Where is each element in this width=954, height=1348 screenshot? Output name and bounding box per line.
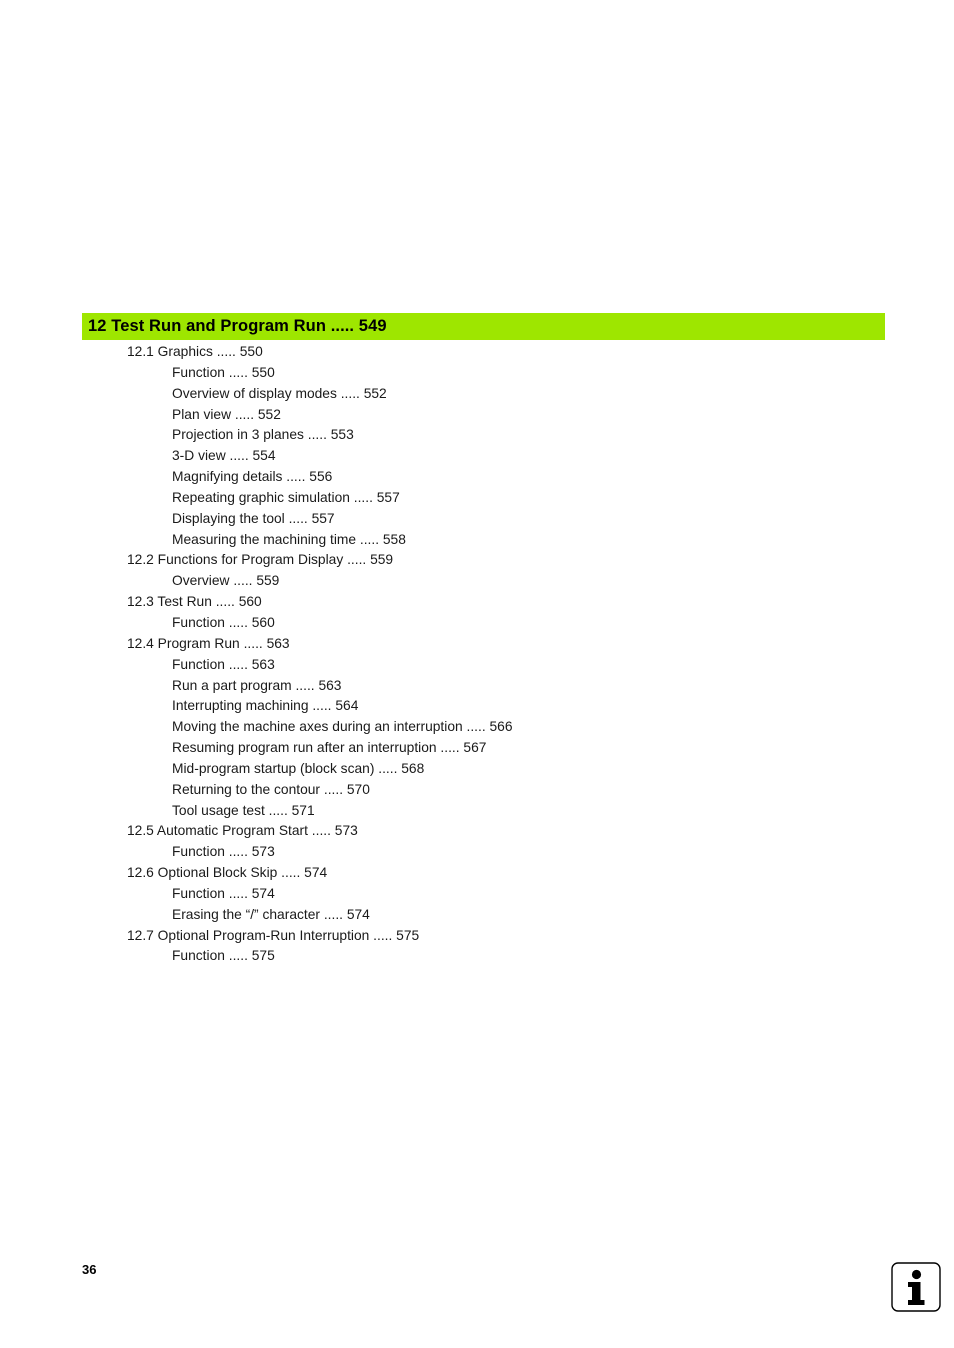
toc-subsection-entry[interactable]: Displaying the tool ..... 557 (172, 510, 335, 526)
toc-section-entry[interactable]: 12.7 Optional Program-Run Interruption ..... 575 (127, 927, 420, 943)
toc-subsection-entry[interactable]: Plan view ..... 552 (172, 406, 281, 422)
toc-subsection-entry[interactable]: Overview ..... 559 (172, 573, 280, 589)
toc-subsection-entry[interactable]: Overview of display modes ..... 552 (172, 385, 387, 401)
page-number: 36 (82, 1262, 97, 1277)
toc-subsection-entry[interactable]: Run a part program ..... 563 (172, 677, 342, 693)
toc-subsection-entry[interactable]: Resuming program run after an interruption ..... 567 (172, 740, 487, 756)
toc-subsection-entry[interactable]: Interrupting machining ..... 564 (172, 698, 359, 714)
toc-subsection-entry[interactable]: 3-D view ..... 554 (172, 448, 276, 464)
chapter-title[interactable]: 12 Test Run and Program Run ..... 549 (88, 317, 387, 335)
toc-subsection-entry[interactable]: Measuring the machining time ..... 558 (172, 531, 406, 547)
table-of-contents (0, 342, 513, 967)
toc-subsection-entry[interactable]: Projection in 3 planes ..... 553 (172, 427, 354, 443)
toc-section-entry[interactable]: 12.6 Optional Block Skip ..... 574 (127, 865, 328, 881)
toc-section-entry[interactable]: 12.4 Program Run ..... 563 (127, 635, 290, 651)
toc-subsection-entry[interactable]: Function ..... 563 (172, 656, 275, 672)
info-icon-graphic (891, 1262, 941, 1312)
chapter-heading-bar (82, 313, 885, 340)
toc-subsection-entry[interactable]: Function ..... 573 (172, 844, 275, 860)
toc-subsection-entry[interactable]: Function ..... 575 (172, 948, 275, 964)
toc-subsection-entry[interactable]: Erasing the “/” character ..... 574 (172, 906, 370, 922)
toc-subsection-entry[interactable]: Mid-program startup (block scan) ..... 568 (172, 760, 425, 776)
toc-subsection-entry[interactable]: Function ..... 550 (172, 364, 275, 380)
toc-subsection-entry[interactable]: Tool usage test ..... 571 (172, 802, 315, 818)
toc-section-entry[interactable]: 12.5 Automatic Program Start ..... 573 (127, 823, 358, 839)
info-icon (891, 1262, 941, 1312)
toc-subsection-entry[interactable]: Function ..... 560 (172, 614, 275, 630)
toc-section-entry[interactable]: 12.1 Graphics ..... 550 (127, 344, 263, 359)
toc-subsection-entry[interactable]: Magnifying details ..... 556 (172, 469, 333, 485)
toc-subsection-entry[interactable]: Moving the machine axes during an interruption ..... 566 (172, 719, 513, 735)
toc-subsection-entry[interactable]: Repeating graphic simulation ..... 557 (172, 489, 400, 505)
toc-section-entry[interactable]: 12.2 Functions for Program Display ..... 559 (127, 552, 394, 568)
toc-subsection-entry[interactable]: Returning to the contour ..... 570 (172, 781, 370, 797)
toc-subsection-entry[interactable]: Function ..... 574 (172, 885, 275, 901)
toc-section-entry[interactable]: 12.3 Test Run ..... 560 (127, 594, 262, 610)
